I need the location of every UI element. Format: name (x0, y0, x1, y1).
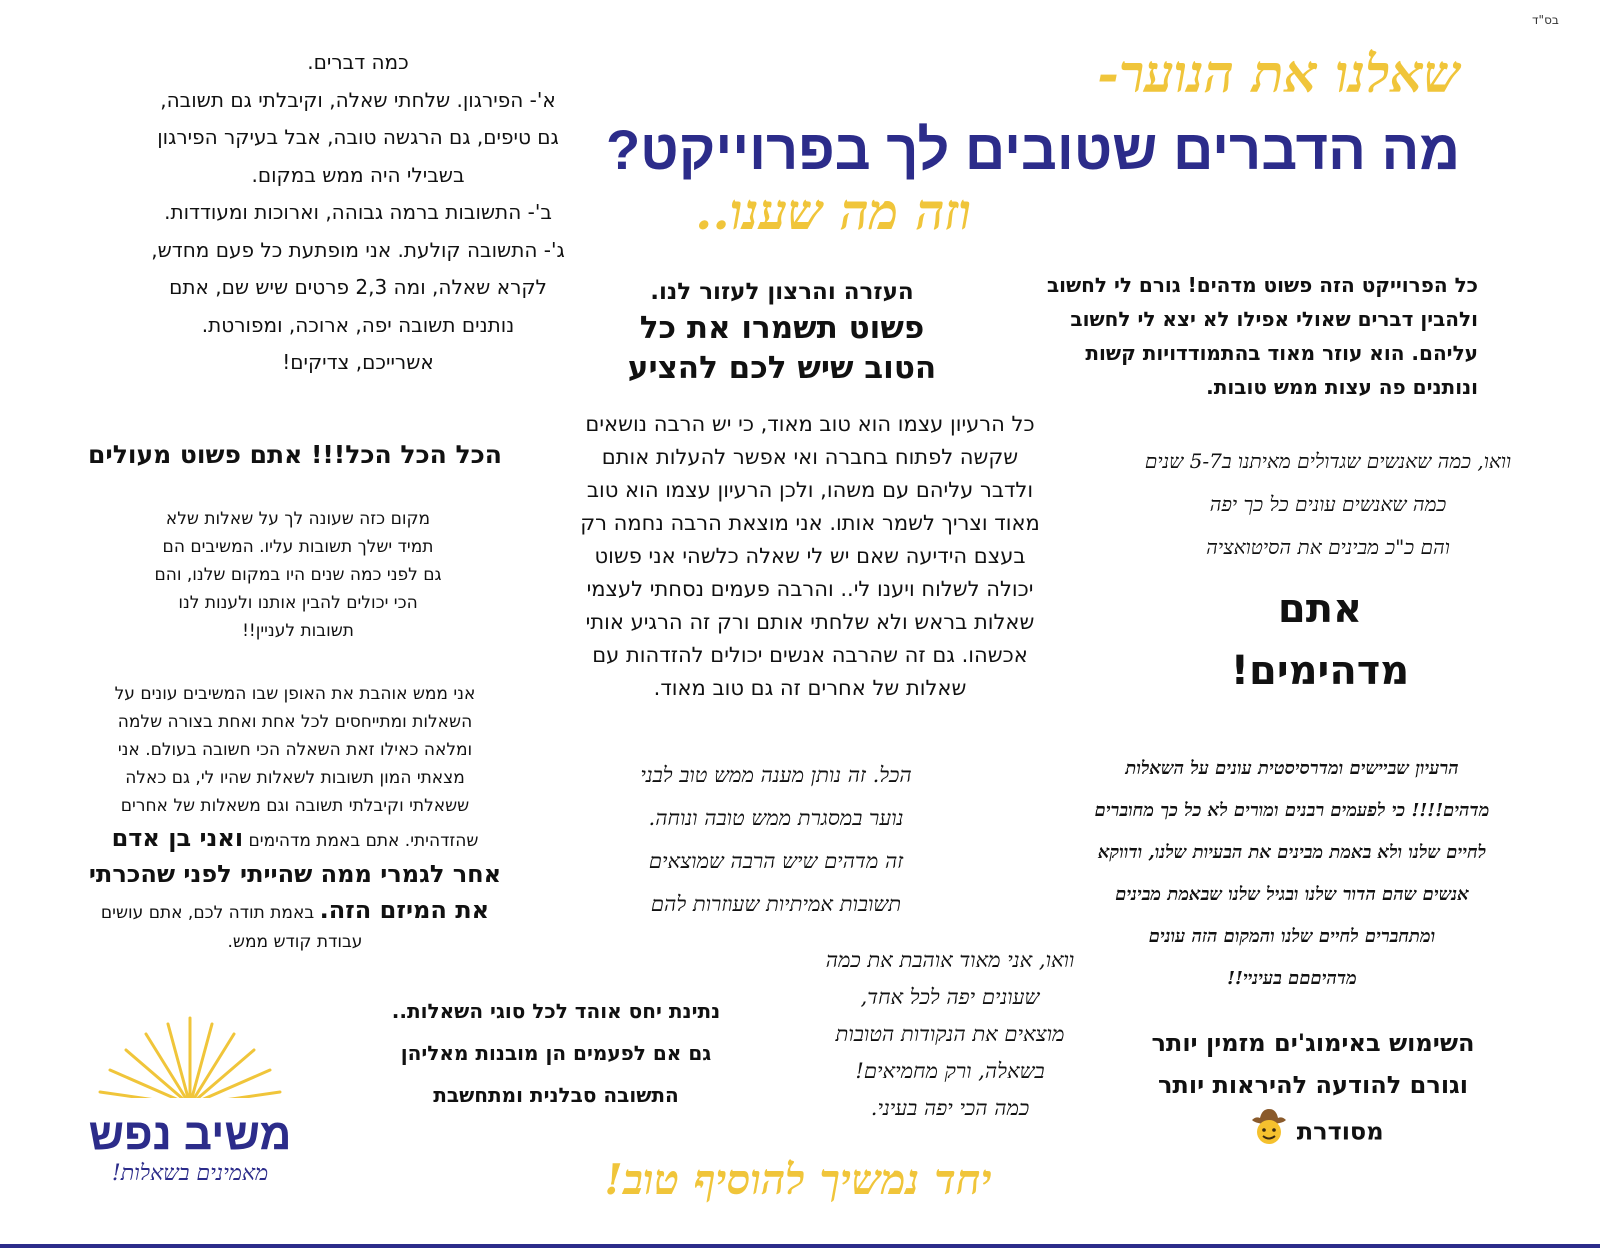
text-line: העזרה והרצון לעזור לנו. (650, 279, 914, 305)
text-line: וגורם להודעה להיראות יותר (1157, 1071, 1469, 1099)
header-line-2: מה הדברים שטובים לך בפרוייקט? (605, 118, 1460, 181)
text-line: שעונים יפה לכל אחד, (860, 985, 1040, 1009)
text-line: נוער במסגרת ממש טובה ונוחה. (648, 806, 904, 830)
testimonial-attention (356, 990, 756, 1116)
text-line: הרעיון שביישים ומדרסיסטית עונים על השאלות (1125, 758, 1459, 779)
text-line: גם אם לפעמים הן מובנות מאליהן (400, 1041, 712, 1065)
text-line: לקרא שאלה, ומה 2,3 פרטים שיש שם, אתם (169, 275, 547, 299)
text-line: יכולה לשלוח ויענו לי.. והרבה פעמים נסחתי לעצמי (586, 577, 1034, 601)
testimonial-wow-2 (780, 942, 1120, 1127)
text-line: הכי יכולים להבין אותנו ולענות לנו (178, 593, 418, 613)
text-line: שאלות בראש ולא שלחתי אותם ורק זה הרגיע אותי (585, 610, 1035, 634)
text-line: וואו, אני מאוד אוהבת את כמה (825, 948, 1075, 972)
text-line: שקשה לפתוח בחברה ואי אפשר להעלות אותם (601, 445, 1019, 469)
testimonial-love (58, 680, 532, 956)
text-line-big: ואני בן אדם (111, 824, 244, 852)
text-line: נותנים תשובה יפה, ארוכה, ומפורטת. (201, 312, 515, 337)
text-line: לחיים שלנו ולא באמת מבינים את הבעיות שלנו, ודווקא (1097, 842, 1487, 863)
text-line: ומלאה כאילו זאת השאלה הכי חשובה בעולם. אני (117, 740, 473, 760)
text-line: אני ממש אוהבת את האופן שבו המשיבים עונים על (114, 684, 476, 704)
text-line: עבודת קודש ממש. (227, 932, 363, 952)
brand-logo (60, 1010, 320, 1220)
text-line: א'- הפירגון. שלחתי שאלה, וקיבלתי גם תשובה, (160, 87, 556, 112)
text-line (58, 892, 532, 928)
header-line-1: שאלנו את הנוער- (1097, 44, 1460, 105)
logo-name: משיב נפש (88, 1110, 292, 1159)
text-line: השאלות ומתייחסים לכל אחת ואחת בצורה שלמה (117, 712, 473, 732)
text-line: אשרייכם, צדיקים! (282, 350, 434, 374)
footer-slogan: יחד נמשיך להוסיף טוב! (604, 1155, 992, 1204)
text-line: אנשים שהם הדור שלנו ובגיל שלנו שבאמת מבינים (1115, 884, 1469, 905)
text-line: מדהים!!!! כי לפעמים רבנים ומורים לא כל כך מחוברים (1094, 800, 1490, 821)
text-line: אכשהו. גם זה שהרבה אנשים יכולים להזדהות עם (592, 643, 1028, 667)
text-line-part: באמת תודה לכם, אתם עושים (100, 903, 315, 923)
testimonial-amazing (1160, 578, 1480, 702)
text-line: כמה הכי יפה בעיני. (870, 1096, 1030, 1120)
text-line: ולדבר עליהם עם משהו, ולכן הרעיון עצמו הוא טוב (586, 478, 1034, 502)
text-line: מדהימים! (1230, 648, 1410, 694)
text-line: תשובות לעניין!! (242, 621, 354, 641)
text-line: ונותנים פה עצות ממש טובות. (1206, 375, 1478, 399)
text-line (58, 820, 532, 856)
testimonial-all (606, 754, 946, 926)
testimonial-wow (1108, 440, 1548, 569)
text-line: התשובה סבלנית ומתחשבת (433, 1083, 679, 1107)
text-line: השימוש באימוג'ים מזמין יותר (1151, 1029, 1475, 1057)
testimonial-top-right (958, 268, 1478, 404)
text-line: מצאתי המון תשובות לשאלות שהיו לי, גם כאלה (125, 768, 465, 788)
text-line: בעצם הידיעה שאם יש לי שאלה כלשהי אני פשוט (594, 544, 1026, 568)
text-line: שאלות של אחרים זה גם טוב מאוד. (653, 676, 967, 700)
testimonial-help (602, 276, 962, 388)
testimonial-top-left (118, 44, 598, 382)
text-line: מאוד וצריך לשמר אותו. אני מוצאת הרבה נחמה רק (580, 511, 1040, 535)
text-line (1148, 1106, 1478, 1159)
logo-tagline: מאמינים בשאלות! (111, 1161, 269, 1186)
testimonial-idea (534, 408, 1086, 705)
header-line-3: וזה מה שענו.. (695, 182, 972, 241)
text-line: כמה דברים. (307, 50, 409, 74)
text-line: כל הרעיון עצמו הוא טוב מאוד, כי יש הרבה נושאים (585, 412, 1035, 436)
testimonial-place (118, 505, 478, 645)
bottom-border (0, 1244, 1600, 1248)
text-line: פשוט תשמרו את כל (639, 310, 925, 346)
text-line: ומתחברים לחיים שלנו והמקום הזה עונים (1148, 926, 1436, 947)
text-line: תשובות אמיתיות שעוזרות להם (650, 892, 902, 916)
top-mark: בס"ד (1532, 13, 1559, 27)
text-line: הכל. זה נותן מענה ממש טוב לבני (640, 763, 912, 787)
text-line: זה מדהים שיש הרבה שמוצאים (648, 849, 904, 873)
text-line-big: אחר לגמרי ממה שהייתי לפני שהכרתי (88, 860, 502, 888)
text-line: כמה שאנשים עונים כל כך יפה (1209, 492, 1447, 516)
text-line: גם טיפים, גם הרגשה טובה, אבל בעיקר הפירגון (157, 125, 559, 149)
text-line: הטוב שיש לכם להציע (627, 350, 937, 386)
text-line: וואו, כמה שאנשים שגדולים מאיתנו ב5-7 שנים (1144, 449, 1512, 473)
text-line: נתינת יחס אוהד לכל סוגי השאלות.. (391, 999, 721, 1023)
text-line: כל הפרוייקט הזה פשוט מדהים! גורם לי לחשוב (1046, 273, 1478, 297)
text-line: ב'- התשובות ברמה גבוהה, וארוכות ומעודדות. (164, 200, 552, 224)
text-line: תמיד ישלך תשובות עליו. המשיבים הם (162, 537, 434, 557)
text-line: ולהבין דברים שאולי אפילו לא יצא לי לחשוב (1070, 307, 1478, 331)
text-line: מקום כזה שעונה לך על שאלות שלא (165, 509, 431, 529)
text-line-part: מסודרת (1296, 1117, 1384, 1146)
text-line: אתם (1277, 586, 1363, 632)
testimonial-emoji (1148, 1022, 1478, 1159)
text-line: מדהיםםם בעיניי!! (1227, 968, 1357, 989)
text-line: מוצאים את הנקודות הטובות (835, 1022, 1065, 1046)
text-line: ששאלתי וקיבלתי תשובה וגם משאלות של אחרים (120, 796, 470, 816)
text-line: גם לפני כמה שנים היו במקום שלנו, והם (154, 565, 442, 585)
text-line: ג'- התשובה קולעת. אני מופתעת כל פעם מחדש, (151, 237, 565, 262)
testimonial-all-title: הכל הכל הכל!!! אתם פשוט מעולים (88, 440, 502, 469)
text-line-part: שהזדהיתי. אתם באמת מדהימים (248, 831, 479, 851)
text-line: והם כ"כ מבינים את הסיטואציה (1206, 535, 1450, 559)
text-line: בשבילי היה ממש במקום. (251, 162, 465, 187)
text-line: עליהם. הוא עוזר מאוד בהתמודדויות קשות (1085, 341, 1478, 365)
text-line: בשאלה, ורק מחמיאים! (855, 1059, 1045, 1083)
text-line-big: את המיזם הזה. (319, 896, 490, 924)
sunburst-icon (60, 1010, 320, 1120)
cowboy-face-icon (1250, 1106, 1288, 1159)
